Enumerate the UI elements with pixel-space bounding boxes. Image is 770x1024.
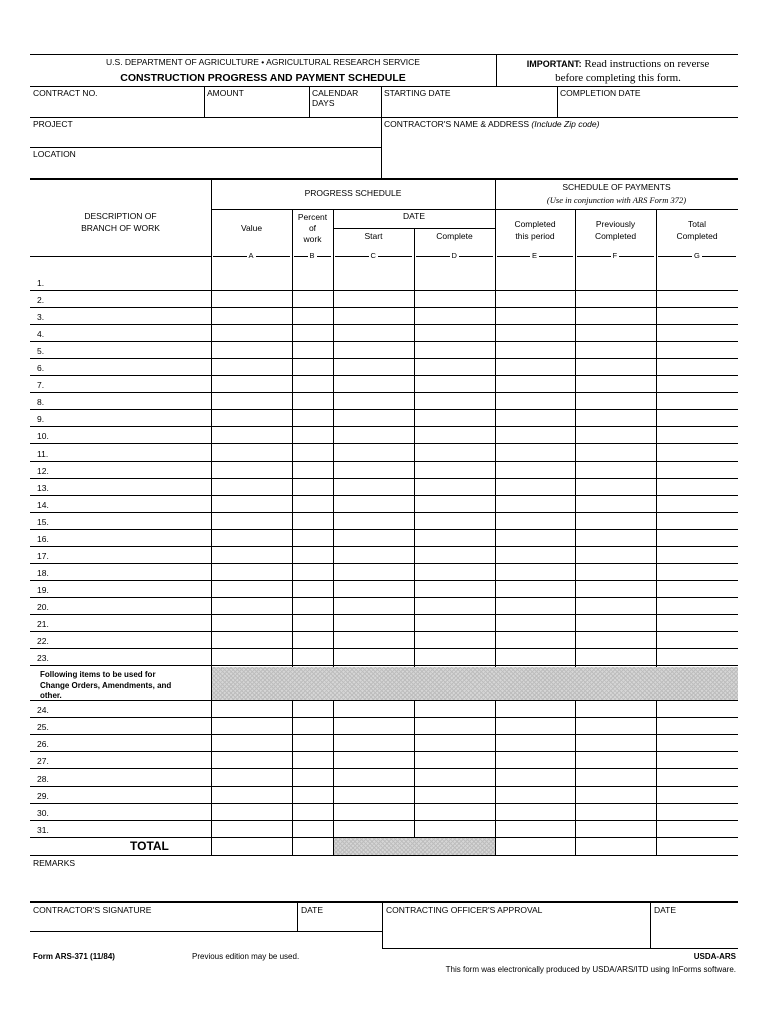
- table-row[interactable]: [30, 648, 738, 665]
- table-row[interactable]: [30, 563, 738, 580]
- table-row[interactable]: [30, 597, 738, 614]
- contractor-date-field[interactable]: DATE: [301, 905, 324, 915]
- column-letter-d: D: [451, 251, 457, 260]
- total-label: TOTAL: [130, 839, 169, 853]
- table-row[interactable]: [30, 461, 738, 478]
- row-number: 1.: [37, 278, 45, 288]
- contractor-signature-field[interactable]: CONTRACTOR'S SIGNATURE: [33, 905, 152, 915]
- payments-note: (Use in conjunction with ARS Form 372): [546, 195, 687, 205]
- column-letter-b: B: [309, 251, 315, 260]
- row-number: 26.: [37, 739, 49, 749]
- row-number: 10.: [37, 431, 49, 441]
- table-row[interactable]: [30, 546, 738, 563]
- table-row[interactable]: [30, 820, 738, 837]
- date-header: DATE: [402, 211, 426, 221]
- remarks-field[interactable]: REMARKS: [33, 858, 76, 868]
- table-row[interactable]: [30, 426, 738, 443]
- row-number: 5.: [37, 346, 45, 356]
- table-row[interactable]: [30, 409, 738, 426]
- table-row[interactable]: [30, 307, 738, 324]
- row-number: 28.: [37, 774, 49, 784]
- previously-completed-header: Previously Completed: [594, 219, 637, 241]
- table-row[interactable]: [30, 529, 738, 546]
- row-number: 3.: [37, 312, 45, 322]
- table-row[interactable]: [30, 614, 738, 631]
- value-header: Value: [240, 223, 263, 233]
- table-row[interactable]: [30, 512, 738, 529]
- row-number: 23.: [37, 653, 49, 663]
- column-letter-g: G: [694, 251, 700, 260]
- contractor-name-address-field[interactable]: CONTRACTOR'S NAME & ADDRESS (Include Zip code): [384, 119, 600, 129]
- agency-line: U.S. DEPARTMENT OF AGRICULTURE • AGRICULTURAL RESEARCH SERVICE: [106, 57, 420, 67]
- complete-header: Complete: [436, 231, 473, 241]
- row-number: 18.: [37, 568, 49, 578]
- table-row[interactable]: [30, 786, 738, 803]
- table-row[interactable]: [30, 631, 738, 648]
- agency-code: USDA-ARS: [693, 952, 736, 961]
- row-number: 25.: [37, 722, 49, 732]
- column-letter-c: C: [370, 251, 376, 260]
- payments-header: SCHEDULE OF PAYMENTS: [562, 182, 671, 192]
- table-row[interactable]: [30, 358, 738, 375]
- table-row[interactable]: [30, 443, 738, 461]
- produced-by-note: This form was electronically produced by USDA/ARS/ITD using InForms software.: [445, 965, 736, 974]
- row-number: 29.: [37, 791, 49, 801]
- change-orders-note: Following items to be used for Change Orders, Amendments, and other.: [40, 670, 172, 700]
- table-row[interactable]: [30, 375, 738, 392]
- start-header: Start: [364, 231, 383, 241]
- row-number: 24.: [37, 705, 49, 715]
- table-row[interactable]: [30, 256, 738, 290]
- row-number: 8.: [37, 397, 45, 407]
- description-header: DESCRIPTION OF BRANCH OF WORK: [81, 211, 160, 233]
- table-row[interactable]: [30, 803, 738, 820]
- table-row[interactable]: [30, 580, 738, 597]
- calendar-days-field[interactable]: CALENDAR DAYS: [312, 88, 359, 108]
- starting-date-field[interactable]: STARTING DATE: [384, 88, 451, 98]
- table-row[interactable]: [30, 341, 738, 358]
- table-row[interactable]: [30, 324, 738, 341]
- table-row[interactable]: [30, 495, 738, 512]
- column-letter-e: E: [532, 251, 538, 260]
- table-row[interactable]: [30, 734, 738, 751]
- row-number: 19.: [37, 585, 49, 595]
- table-row[interactable]: [30, 392, 738, 409]
- table-row[interactable]: [30, 290, 738, 307]
- row-number: 6.: [37, 363, 45, 373]
- total-shaded: [334, 838, 495, 855]
- row-number: 22.: [37, 636, 49, 646]
- officer-date-field[interactable]: DATE: [654, 905, 677, 915]
- row-number: 20.: [37, 602, 49, 612]
- amount-field[interactable]: AMOUNT: [207, 88, 244, 98]
- change-orders-shaded: [212, 667, 738, 700]
- row-number: 21.: [37, 619, 49, 629]
- table-row[interactable]: [30, 768, 738, 786]
- table-row[interactable]: [30, 751, 738, 768]
- form-title: CONSTRUCTION PROGRESS AND PAYMENT SCHEDULE: [120, 72, 406, 84]
- column-letter-f: F: [612, 251, 618, 260]
- row-number: 27.: [37, 756, 49, 766]
- row-number: 16.: [37, 534, 49, 544]
- progress-schedule-header: PROGRESS SCHEDULE: [304, 188, 402, 198]
- row-number: 30.: [37, 808, 49, 818]
- contract-no-field[interactable]: CONTRACT NO.: [33, 88, 98, 98]
- total-completed-header: Total Completed: [676, 219, 718, 241]
- table-row[interactable]: [30, 717, 738, 734]
- project-field[interactable]: PROJECT: [33, 119, 73, 129]
- officer-approval-field[interactable]: CONTRACTING OFFICER'S APPROVAL: [386, 905, 543, 915]
- form-id: Form ARS-371 (11/84): [33, 952, 115, 961]
- row-number: 15.: [37, 517, 49, 527]
- row-number: 2.: [37, 295, 45, 305]
- row-divider: [30, 665, 738, 666]
- row-number: 7.: [37, 380, 45, 390]
- location-field[interactable]: LOCATION: [33, 149, 76, 159]
- row-number: 11.: [37, 449, 49, 459]
- row-number: 9.: [37, 414, 45, 424]
- important-note: IMPORTANT: Read instructions on reverse before completing this form.: [526, 58, 710, 84]
- row-number: 12.: [37, 466, 49, 476]
- row-number: 14.: [37, 500, 49, 510]
- row-number: 31.: [37, 825, 49, 835]
- row-number: 17.: [37, 551, 49, 561]
- table-row[interactable]: [30, 478, 738, 495]
- previous-edition-note: Previous edition may be used.: [192, 952, 300, 961]
- percent-header: Percent of work: [297, 212, 328, 244]
- table-row[interactable]: [30, 700, 738, 717]
- column-letter-a: A: [248, 251, 254, 260]
- completed-period-header: Completed this period: [514, 219, 556, 241]
- row-number: 13.: [37, 483, 49, 493]
- completion-date-field[interactable]: COMPLETION DATE: [560, 88, 641, 98]
- row-number: 4.: [37, 329, 45, 339]
